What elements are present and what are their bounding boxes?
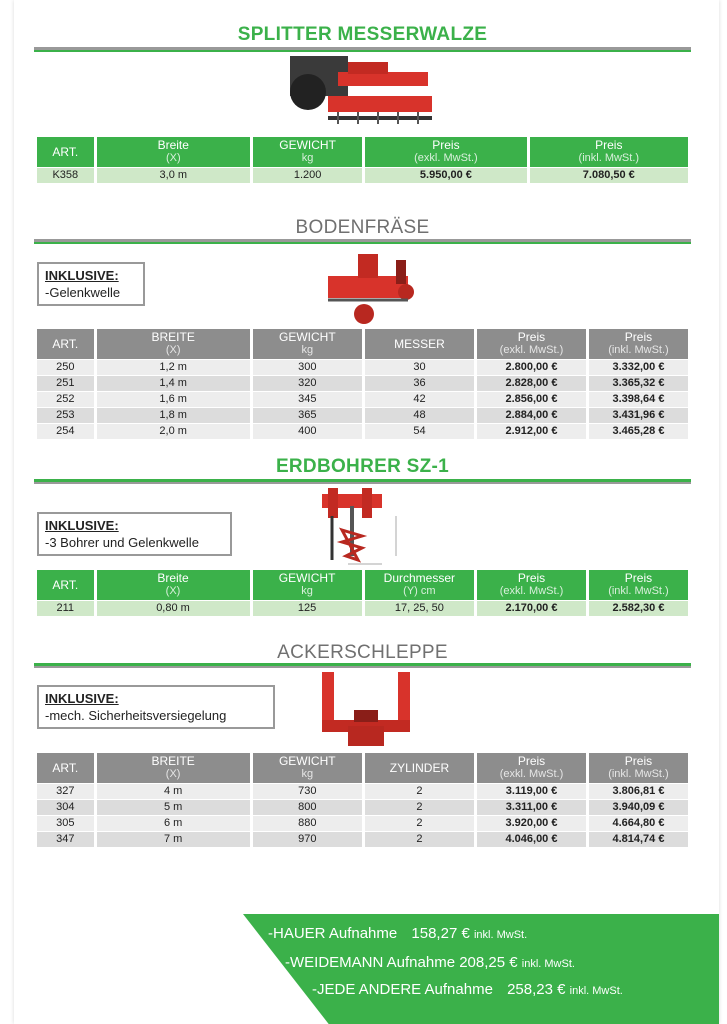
cell-messer: 54 bbox=[365, 423, 474, 439]
cell-zylinder: 2 bbox=[365, 783, 474, 799]
footer-line-hauer bbox=[268, 925, 527, 942]
cell-preis-exkl: 3.119,00 € bbox=[477, 783, 586, 799]
inclusive-heading: INKLUSIVE: bbox=[45, 691, 119, 706]
col-art: ART. bbox=[37, 570, 94, 600]
cell-gewicht: 1.200 bbox=[253, 167, 362, 183]
cell-preis-exkl: 3.311,00 € bbox=[477, 799, 586, 815]
inclusive-box-ackerschleppe bbox=[37, 685, 275, 729]
col-breite: BREITE (X) bbox=[97, 329, 250, 359]
table-header-row bbox=[37, 753, 688, 783]
cell-gewicht: 365 bbox=[253, 407, 362, 423]
col-preis-inkl: Preis (inkl. MwSt.) bbox=[589, 753, 688, 783]
cell-preis-inkl: 4.814,74 € bbox=[589, 831, 688, 847]
cell-art: 250 bbox=[37, 359, 94, 375]
cell-breite: 1,8 m bbox=[97, 407, 250, 423]
cell-zylinder: 2 bbox=[365, 815, 474, 831]
cell-preis-exkl: 5.950,00 € bbox=[365, 167, 526, 183]
cell-art: 253 bbox=[37, 407, 94, 423]
cell-gewicht: 320 bbox=[253, 375, 362, 391]
cell-preis-inkl: 3.431,96 € bbox=[589, 407, 688, 423]
table-row bbox=[37, 407, 688, 423]
cell-art: 252 bbox=[37, 391, 94, 407]
footer-label: -WEIDEMANN Aufnahme bbox=[285, 954, 456, 971]
section-rule bbox=[34, 239, 691, 244]
cell-zylinder: 2 bbox=[365, 831, 474, 847]
col-zylinder: ZYLINDER bbox=[365, 753, 474, 783]
cell-zylinder: 2 bbox=[365, 799, 474, 815]
footer-label: -JEDE ANDERE Aufnahme bbox=[312, 981, 493, 998]
inclusive-heading: INKLUSIVE: bbox=[45, 518, 119, 533]
erdbohrer-machine-image bbox=[318, 486, 408, 568]
inclusive-text: -mech. Sicherheitsversiegelung bbox=[45, 708, 227, 723]
cell-art: 304 bbox=[37, 799, 94, 815]
bodenfraese-machine-image bbox=[318, 248, 416, 328]
cell-messer: 48 bbox=[365, 407, 474, 423]
table-row bbox=[37, 391, 688, 407]
cell-art: 251 bbox=[37, 375, 94, 391]
col-preis-exkl: Preis (exkl. MwSt.) bbox=[477, 570, 586, 600]
cell-breite: 6 m bbox=[97, 815, 250, 831]
cell-art: 211 bbox=[37, 600, 94, 616]
col-breite: Breite (X) bbox=[97, 570, 250, 600]
cell-preis-exkl: 2.884,00 € bbox=[477, 407, 586, 423]
cell-preis-exkl: 4.046,00 € bbox=[477, 831, 586, 847]
cell-preis-inkl: 2.582,30 € bbox=[589, 600, 688, 616]
table-header-row bbox=[37, 137, 688, 167]
cell-gewicht: 970 bbox=[253, 831, 362, 847]
col-durchmesser: Durchmesser (Y) cm bbox=[365, 570, 474, 600]
footer-suffix: inkl. MwSt. bbox=[521, 958, 575, 970]
table-row bbox=[37, 783, 688, 799]
cell-breite: 2,0 m bbox=[97, 423, 250, 439]
table-row bbox=[37, 831, 688, 847]
col-art: ART. bbox=[37, 137, 94, 167]
cell-art: K358 bbox=[37, 167, 94, 183]
col-gewicht: GEWICHT kg bbox=[253, 137, 362, 167]
table-row bbox=[37, 600, 688, 616]
price-table-bodenfraese bbox=[34, 329, 691, 439]
cell-preis-exkl: 3.920,00 € bbox=[477, 815, 586, 831]
cell-preis-exkl: 2.912,00 € bbox=[477, 423, 586, 439]
cell-durchmesser: 17, 25, 50 bbox=[365, 600, 474, 616]
table-row bbox=[37, 167, 688, 183]
cell-preis-inkl: 3.806,81 € bbox=[589, 783, 688, 799]
cell-preis-inkl: 7.080,50 € bbox=[530, 167, 688, 183]
cell-breite: 5 m bbox=[97, 799, 250, 815]
inclusive-text: -3 Bohrer und Gelenkwelle bbox=[45, 535, 199, 550]
section-rule bbox=[34, 479, 691, 484]
table-row bbox=[37, 423, 688, 439]
cell-art: 347 bbox=[37, 831, 94, 847]
col-preis-exkl: Preis (exkl. MwSt.) bbox=[477, 753, 586, 783]
table-row bbox=[37, 359, 688, 375]
table-row bbox=[37, 375, 688, 391]
section-title-bodenfraese: BODENFRÄSE bbox=[295, 217, 430, 238]
cell-preis-inkl: 3.465,28 € bbox=[589, 423, 688, 439]
cell-preis-inkl: 3.940,09 € bbox=[589, 799, 688, 815]
cell-gewicht: 345 bbox=[253, 391, 362, 407]
table-header-row bbox=[37, 329, 688, 359]
cell-preis-exkl: 2.856,00 € bbox=[477, 391, 586, 407]
col-art: ART. bbox=[37, 329, 94, 359]
inclusive-heading: INKLUSIVE: bbox=[45, 268, 119, 283]
cell-preis-inkl: 4.664,80 € bbox=[589, 815, 688, 831]
col-gewicht: GEWICHT kg bbox=[253, 329, 362, 359]
cell-breite: 1,4 m bbox=[97, 375, 250, 391]
col-preis-exkl: Preis (exkl. MwSt.) bbox=[477, 329, 586, 359]
section-title-erdbohrer: ERDBOHRER SZ-1 bbox=[275, 456, 450, 477]
footer-amount: 208,25 € bbox=[459, 954, 518, 971]
col-gewicht: GEWICHT kg bbox=[253, 753, 362, 783]
cell-breite: 0,80 m bbox=[97, 600, 250, 616]
price-table-ackerschleppe bbox=[34, 753, 691, 847]
inclusive-box-bodenfraese bbox=[37, 262, 145, 306]
cell-preis-exkl: 2.170,00 € bbox=[477, 600, 586, 616]
footer-amount: 258,23 € bbox=[507, 981, 566, 998]
table-header-row bbox=[37, 570, 688, 600]
inclusive-box-erdbohrer bbox=[37, 512, 232, 556]
cell-breite: 1,2 m bbox=[97, 359, 250, 375]
price-table-splitter bbox=[34, 137, 691, 183]
col-preis-exkl: Preis (exkl. MwSt.) bbox=[365, 137, 526, 167]
price-table-erdbohrer bbox=[34, 570, 691, 616]
section-title-ackerschleppe: ACKERSCHLEPPE bbox=[277, 642, 448, 663]
footer-label: -HAUER Aufnahme bbox=[268, 925, 398, 942]
cell-gewicht: 730 bbox=[253, 783, 362, 799]
cell-messer: 30 bbox=[365, 359, 474, 375]
cell-breite: 4 m bbox=[97, 783, 250, 799]
col-preis-inkl: Preis (inkl. MwSt.) bbox=[589, 329, 688, 359]
cell-art: 327 bbox=[37, 783, 94, 799]
cell-preis-exkl: 2.828,00 € bbox=[477, 375, 586, 391]
cell-messer: 36 bbox=[365, 375, 474, 391]
col-messer: MESSER bbox=[365, 329, 474, 359]
cell-gewicht: 125 bbox=[253, 600, 362, 616]
col-preis-inkl: Preis (inkl. MwSt.) bbox=[589, 570, 688, 600]
cell-breite: 1,6 m bbox=[97, 391, 250, 407]
table-row bbox=[37, 815, 688, 831]
cell-gewicht: 880 bbox=[253, 815, 362, 831]
cell-gewicht: 400 bbox=[253, 423, 362, 439]
cell-gewicht: 800 bbox=[253, 799, 362, 815]
splitter-machine-image bbox=[288, 52, 438, 130]
section-rule bbox=[34, 663, 691, 668]
cell-gewicht: 300 bbox=[253, 359, 362, 375]
cell-preis-inkl: 3.365,32 € bbox=[589, 375, 688, 391]
section-title-splitter: SPLITTER MESSERWALZE bbox=[237, 24, 488, 45]
footer-suffix: inkl. MwSt. bbox=[473, 929, 528, 941]
footer-line-jede-andere bbox=[312, 981, 623, 998]
col-gewicht: GEWICHT kg bbox=[253, 570, 362, 600]
col-art: ART. bbox=[37, 753, 94, 783]
footer-line-weidemann bbox=[285, 954, 575, 971]
footer-suffix: inkl. MwSt. bbox=[569, 985, 623, 997]
cell-art: 305 bbox=[37, 815, 94, 831]
cell-preis-inkl: 3.398,64 € bbox=[589, 391, 688, 407]
cell-messer: 42 bbox=[365, 391, 474, 407]
cell-preis-inkl: 3.332,00 € bbox=[589, 359, 688, 375]
footer-amount: 158,27 € bbox=[411, 925, 470, 942]
col-breite: BREITE (X) bbox=[97, 753, 250, 783]
inclusive-text: -Gelenkwelle bbox=[45, 285, 121, 300]
cell-breite: 7 m bbox=[97, 831, 250, 847]
cell-art: 254 bbox=[37, 423, 94, 439]
cell-breite: 3,0 m bbox=[97, 167, 250, 183]
col-preis-inkl: Preis (inkl. MwSt.) bbox=[530, 137, 688, 167]
col-breite: Breite (X) bbox=[97, 137, 250, 167]
cell-preis-exkl: 2.800,00 € bbox=[477, 359, 586, 375]
table-row bbox=[37, 799, 688, 815]
ackerschleppe-machine-image bbox=[318, 670, 414, 752]
